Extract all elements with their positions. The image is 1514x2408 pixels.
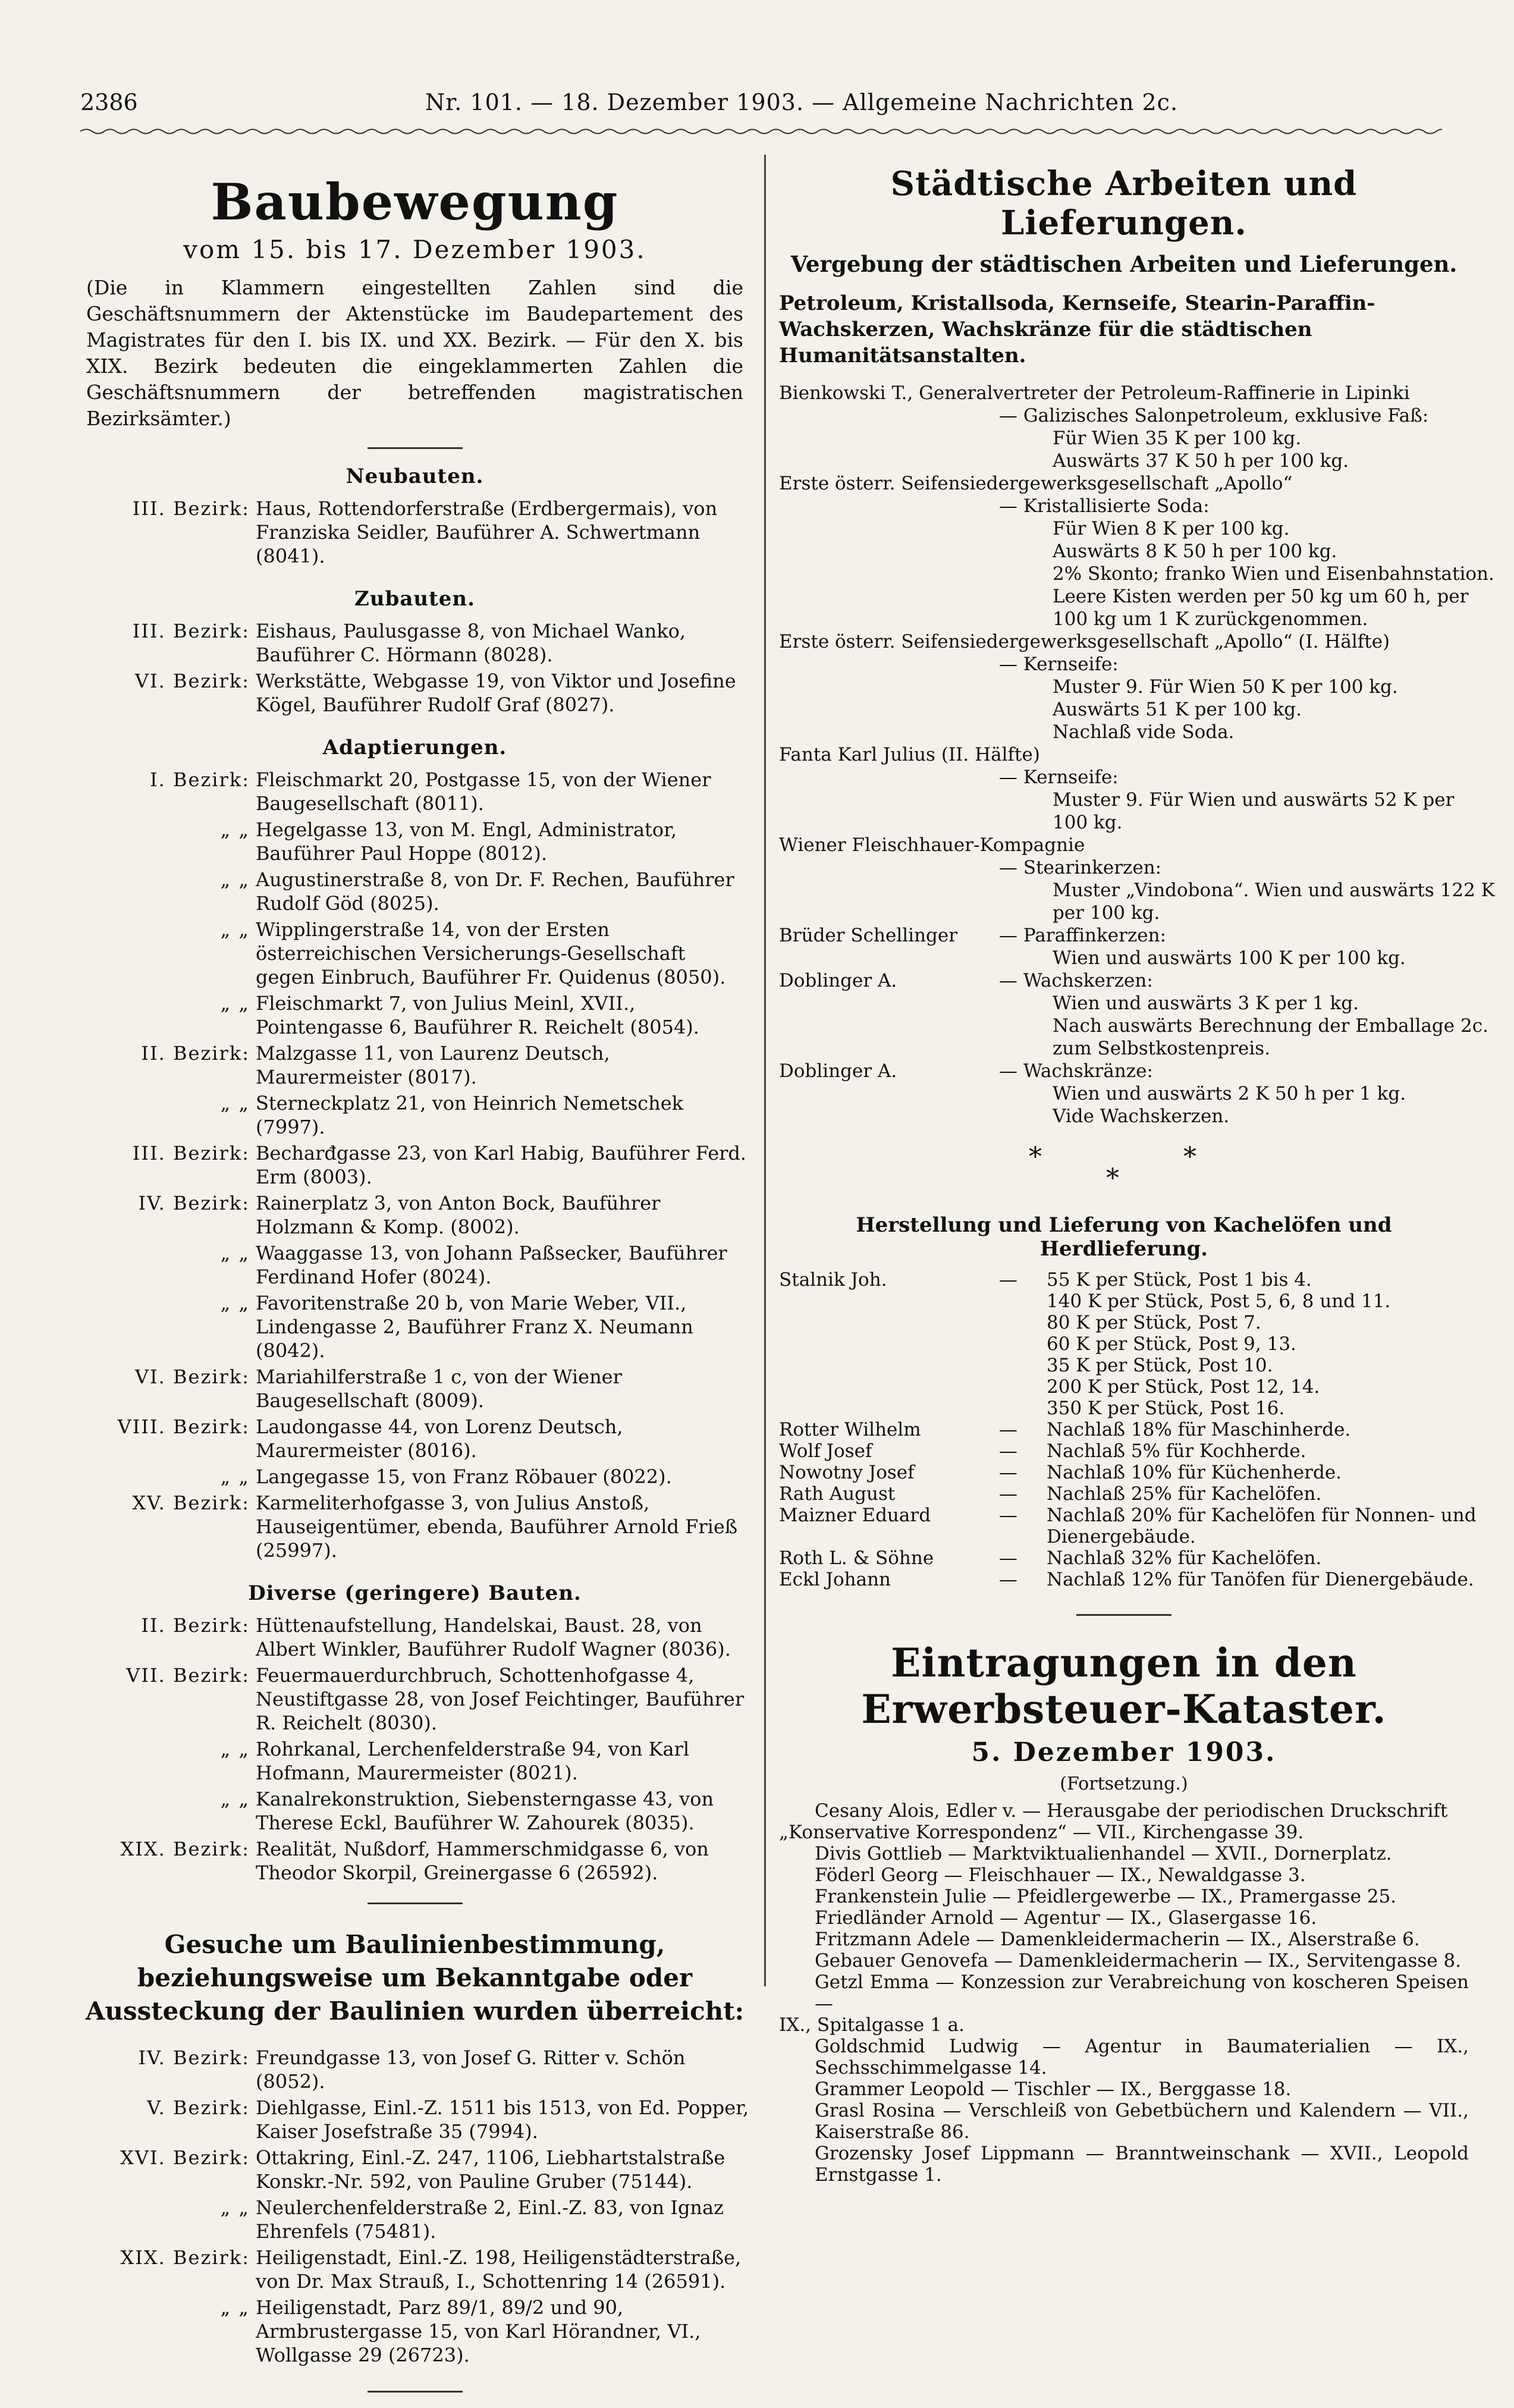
bau-entry-text: Wipplingerstraße 14, von der Ersten österreichischen Versicherungs-Gesellschaft gegen Einbruch, Bauführer Fr. Quidenus (8050). xyxy=(256,918,726,988)
lieferung-line xyxy=(779,563,1494,585)
lieferung-line xyxy=(779,495,1469,517)
eintrag-entry: IX., Spitalgasse 1 a. xyxy=(779,2014,965,2036)
bau-entry xyxy=(80,1663,749,1735)
eintragungen-list xyxy=(779,1800,1469,2186)
bezirk-label: „ „ xyxy=(220,868,250,891)
artikel: — Wachskerzen: xyxy=(999,970,1153,991)
lieferung-line xyxy=(779,992,1469,1015)
lieferung-line xyxy=(779,585,1469,608)
lieferung-line xyxy=(779,743,1469,766)
page-number: 2386 xyxy=(80,89,138,115)
preis: 2% Skonto; franko Wien und Eisenbahnstation. xyxy=(1053,563,1494,585)
gesuch-text: Freundgasse 13, von Josef G. Ritter v. Schön (8052). xyxy=(256,2046,686,2093)
bau-entry-text: Augustinerstraße 8, von Dr. F. Rechen, Bauführer Rudolf Göd (8025). xyxy=(256,868,734,915)
eintrag-entry: Frankenstein Julie — Pfeidlergewerbe — IX., Pramergasse 25. xyxy=(815,1886,1397,1907)
preis: Vide Wachskerzen. xyxy=(1053,1106,1230,1127)
bieter-name: Brüder Schellinger xyxy=(779,925,958,946)
left-column xyxy=(80,155,749,2408)
preis: Auswärts 51 K per 100 kg. xyxy=(1053,699,1302,720)
kachel-preis: Nachlaß 25% für Kachelöfen. xyxy=(1047,1483,1322,1505)
eintragungen-title: Eintragungen in den Erwerbsteuer-Kataster. xyxy=(861,1640,1387,1732)
dash: — xyxy=(999,1462,1017,1483)
dash: — xyxy=(999,1269,1017,1291)
gesuch-entry xyxy=(80,2246,749,2293)
bau-entry xyxy=(80,1291,749,1362)
bau-entry xyxy=(80,619,749,667)
bezirk-label: VII. Bezirk: xyxy=(126,1664,250,1687)
bau-entry xyxy=(80,1415,749,1462)
bezirk-label: III. Bezirk: xyxy=(132,497,250,520)
bau-entry xyxy=(80,818,749,865)
eintragungen-fortsetzung: (Fortsetzung.) xyxy=(1060,1773,1188,1794)
bau-entry-text: Mariahilferstraße 1 c, von der Wiener Baugesellschaft (8009). xyxy=(256,1365,622,1412)
gesuche-title: Gesuche um Baulinienbestimmung, beziehungsweise um Bekanntgabe oder Aussteckung der Baulinien wurden überreicht: xyxy=(85,1930,745,2026)
divider xyxy=(367,1902,463,1904)
kachel-list xyxy=(779,1269,1477,1590)
bau-entry-text: Fleischmarkt 7, von Julius Meinl, XVII., Pointengasse 6, Bauführer R. Reichelt (8054). xyxy=(256,992,699,1038)
eintrag-entry: Grammer Leopold — Tischler — IX., Berggasse 18. xyxy=(815,2079,1292,2100)
lieferung-line xyxy=(779,676,1469,698)
eintrag-entry: Cesany Alois, Edler v. — Herausgabe der periodischen Druckschrift xyxy=(815,1800,1448,1822)
kachel-preis: 80 K per Stück, Post 7. xyxy=(1047,1312,1261,1333)
bau-entry-text: Malzgasse 11, von Laurenz Deutsch, Maurermeister (8017). xyxy=(256,1042,610,1088)
bieter-name: Erste österr. Seifensiedergewerksgesellschaft „Apollo“ xyxy=(779,473,1293,494)
eintrag-entry: Getzl Emma — Konzession zur Verabreichung von koscheren Speisen — xyxy=(815,1971,1469,2014)
bezirk-label: IV. Bezirk: xyxy=(138,1192,250,1214)
bau-entry xyxy=(80,669,749,717)
lieferung-line xyxy=(779,517,1469,540)
kachel-preis: Nachlaß 18% für Maschinherde. xyxy=(1047,1419,1351,1440)
bau-entry-text: Haus, Rottendorferstraße (Erdbergermais), von Franziska Seidler, Bauführer A. Schwertmann (8041). xyxy=(256,497,718,567)
bau-entry-text: Karmeliterhofgasse 3, von Julius Anstoß, Hauseigentümer, ebenda, Bauführer Arnold Frieß (25997). xyxy=(256,1492,738,1562)
bieter-name: Bienkowski T., Generalvertreter der Petroleum-Raffinerie in Lipinki xyxy=(779,382,1410,404)
bezirk-label: „ „ xyxy=(220,1092,250,1114)
gesuche-list xyxy=(80,2046,749,2367)
preis: Auswärts 8 K 50 h per 100 kg. xyxy=(1053,541,1337,562)
bau-entry-text: Werkstätte, Webgasse 19, von Viktor und Josefine Kögel, Bauführer Rudolf Graf (8027). xyxy=(256,670,736,716)
bezirk-label: „ „ xyxy=(220,1242,250,1264)
lieferung-line xyxy=(779,789,1469,811)
bieter-name: Fanta Karl Julius (II. Hälfte) xyxy=(779,744,1040,765)
lieferung-line xyxy=(779,1060,1469,1082)
section-title: Zubauten. xyxy=(354,587,475,611)
kachel-line xyxy=(779,1269,1469,1291)
baubewegung-sections xyxy=(80,464,749,1885)
lieferung-line xyxy=(779,404,1469,427)
bau-entry xyxy=(80,1837,749,1885)
kachel-preis: 60 K per Stück, Post 9, 13. xyxy=(1047,1333,1296,1355)
bau-entry-text: Langegasse 15, von Franz Röbauer (8022). xyxy=(256,1465,672,1488)
section-title: Diverse (geringere) Bauten. xyxy=(248,1581,582,1605)
bezirk-label: „ „ xyxy=(220,2196,250,2219)
bau-entry xyxy=(80,768,749,815)
bau-entry xyxy=(80,1191,749,1239)
baubewegung-subtitle: vom 15. bis 17. Dezember 1903. xyxy=(183,235,646,264)
bezirk-label: „ „ xyxy=(220,818,250,841)
kachel-preis: Nachlaß 32% für Kachelöfen. xyxy=(1047,1547,1322,1569)
bau-entry-text: Favoritenstraße 20 b, von Marie Weber, VII., Lindengasse 2, Bauführer Franz X. Neumann (8042). xyxy=(256,1292,693,1362)
bau-entry xyxy=(80,1141,749,1189)
preis: zum Selbstkostenpreis. xyxy=(1053,1038,1271,1059)
eintrag-entry: „Konservative Korrespondenz“ — VII., Kirchengasse 39. xyxy=(779,1822,1304,1843)
column-divider xyxy=(764,155,766,1986)
kachel-preis: Nachlaß 5% für Kochherde. xyxy=(1047,1440,1306,1462)
bau-entry-text: Sterneckplatz 21, von Heinrich Nemetschek (7997). xyxy=(256,1092,684,1138)
gesuch-text: Heiligenstadt, Einl.-Z. 198, Heiligenstädterstraße, von Dr. Max Strauß, I., Schottenring 14 (26591). xyxy=(256,2246,742,2293)
gesuch-text: Ottakring, Einl.-Z. 247, 1106, Liebhartstalstraße Konskr.-Nr. 592, von Pauline Gruber (75144). xyxy=(256,2146,725,2193)
kachel-preis: Nachlaß 12% für Tanöfen für Dienergebäude. xyxy=(1047,1569,1474,1590)
page-header xyxy=(80,89,1442,125)
baubewegung-note: (Die in Klammern eingestellten Zahlen sind die Geschäftsnummern der Aktenstücke im Baudepartement des Magistrates für den I. bis IX. und XX. Bezirk. — Für den X. bis XIX. Bezirk bedeuten die eingeklammerten Zahlen die Geschäftsnummern der betreffenden magistratischen Bezirksämter.) xyxy=(86,276,743,430)
dash: — xyxy=(999,1505,1017,1526)
lieferung-line xyxy=(779,653,1469,676)
bezirk-label: „ „ xyxy=(220,1465,250,1488)
section-stars xyxy=(779,1142,1469,1194)
lieferung-line xyxy=(779,630,1469,653)
lieferung-line xyxy=(779,811,1469,834)
bezirk-label: XV. Bezirk: xyxy=(132,1492,250,1514)
divider xyxy=(1076,1614,1171,1616)
lieferant-name: Maizner Eduard xyxy=(779,1505,931,1526)
lieferung-line xyxy=(779,540,1469,563)
kachel-preis: Nachlaß 10% für Küchenherde. xyxy=(1047,1462,1342,1483)
preis: 100 kg. xyxy=(1053,812,1123,833)
bezirk-label: II. Bezirk: xyxy=(141,1614,250,1637)
bezirk-label: XIX. Bezirk: xyxy=(120,1838,250,1860)
lieferung-line xyxy=(779,721,1469,743)
gesuch-entry xyxy=(80,2096,749,2143)
lieferant-name: Rath August xyxy=(779,1483,896,1505)
bau-entry xyxy=(80,1365,749,1412)
dash: — xyxy=(999,1569,1017,1590)
preis: Wien und auswärts 3 K per 1 kg. xyxy=(1053,993,1359,1014)
lieferung-line xyxy=(779,472,1469,495)
bezirk-label: III. Bezirk: xyxy=(132,1142,250,1164)
gesuch-text: Heiligenstadt, Parz 89/1, 89/2 und 90, Armbrustergasse 15, von Karl Hörandner, VI., Wollgasse 29 (26723). xyxy=(256,2296,701,2366)
lieferung-line xyxy=(779,382,1469,404)
divider xyxy=(367,2391,463,2393)
bezirk-label: „ „ xyxy=(220,1292,250,1314)
divider xyxy=(367,447,463,449)
lieferung-line xyxy=(779,924,1469,947)
bezirk-label: II. Bezirk: xyxy=(141,1042,250,1065)
spacer xyxy=(80,570,749,579)
artikel: — Wachskränze: xyxy=(999,1060,1153,1082)
preis: Muster 9. Für Wien 50 K per 100 kg. xyxy=(1053,676,1398,698)
bau-entry-text: Becharđgasse 23, von Karl Habig, Bauführer Ferd. Erm (8003). xyxy=(256,1142,747,1188)
kachel-line xyxy=(779,1376,1469,1398)
lieferung-line xyxy=(779,856,1469,879)
bezirk-label: I. Bezirk: xyxy=(150,768,250,791)
preis: per 100 kg. xyxy=(1053,902,1160,924)
star-ornament: * xyxy=(1029,1142,1042,1172)
kachel-line xyxy=(779,1483,1469,1505)
bau-entry-text: Fleischmarkt 20, Postgasse 15, von der Wiener Baugesellschaft (8011). xyxy=(256,768,711,815)
preis: 100 kg um 1 K zurückgenommen. xyxy=(1053,608,1368,630)
bau-entry-text: Eishaus, Paulusgasse 8, von Michael Wanko, Bauführer C. Hörmann (8028). xyxy=(256,620,686,666)
kachel-preis: 140 K per Stück, Post 5, 6, 8 und 11. xyxy=(1047,1291,1391,1312)
lieferungen-list xyxy=(779,382,1495,1128)
lieferung-line xyxy=(779,608,1469,630)
bau-entry xyxy=(80,1091,749,1139)
gesuch-entry xyxy=(80,2296,749,2367)
vergebung-subtitle: Vergebung der städtischen Arbeiten und Lieferungen. xyxy=(790,251,1458,277)
preis: Wien und auswärts 2 K 50 h per 1 kg. xyxy=(1053,1083,1406,1104)
bau-entry-text: Feuermauerdurchbruch, Schottenhofgasse 4, Neustiftgasse 28, von Josef Feichtinger, Bauführer R. Reichelt (8030). xyxy=(256,1664,745,1734)
lieferant-name: Rotter Wilhelm xyxy=(779,1419,921,1440)
preis: Wien und auswärts 100 K per 100 kg. xyxy=(1053,947,1406,969)
staedtische-title: Städtische Arbeiten und Lieferungen. xyxy=(890,164,1358,243)
bau-entry xyxy=(80,1787,749,1835)
bau-entry-text: Waaggasse 13, von Johann Paßsecker, Bauführer Ferdinand Hofer (8024). xyxy=(256,1242,727,1288)
bezirk-label: IV. Bezirk: xyxy=(138,2046,250,2069)
kachel-line xyxy=(779,1291,1469,1312)
bezirk-label: „ „ xyxy=(220,1788,250,1810)
bieter-name: Doblinger A. xyxy=(779,970,897,991)
eintrag-entry: Gebauer Genovefa — Damenkleidermacherin — IX., Servitengasse 8. xyxy=(815,1950,1462,1971)
bau-entry xyxy=(80,1737,749,1785)
kachel-title: Herstellung und Lieferung von Kachelöfen und Herdlieferung. xyxy=(856,1213,1392,1261)
gesuch-entry xyxy=(80,2046,749,2093)
preis: Nachlaß vide Soda. xyxy=(1053,721,1235,743)
bieter-name: Wiener Fleischhauer-Kompagnie xyxy=(779,834,1085,856)
kachel-line xyxy=(779,1312,1469,1333)
kachel-line xyxy=(779,1419,1469,1440)
bau-entry xyxy=(80,1241,749,1289)
artikel: — Stearinkerzen: xyxy=(999,857,1162,878)
bezirk-label: XVI. Bezirk: xyxy=(120,2146,250,2169)
lieferung-line xyxy=(779,1015,1488,1037)
right-column xyxy=(779,155,1495,2186)
dash: — xyxy=(999,1483,1017,1505)
kachel-line xyxy=(779,1505,1477,1526)
dash: — xyxy=(999,1440,1017,1462)
lieferant-name: Stalnik Joh. xyxy=(779,1269,887,1291)
lieferung-line xyxy=(779,1105,1469,1128)
kachel-line xyxy=(779,1333,1469,1355)
kachel-preis: 35 K per Stück, Post 10. xyxy=(1047,1355,1273,1376)
kachel-preis: Nachlaß 20% für Kachelöfen für Nonnen- und xyxy=(1047,1505,1477,1526)
kachel-preis: 200 K per Stück, Post 12, 14. xyxy=(1047,1376,1320,1398)
bezirk-label: VI. Bezirk: xyxy=(134,670,250,692)
bau-entry-text: Laudongasse 44, von Lorenz Deutsch, Maurermeister (8016). xyxy=(256,1415,623,1462)
bieter-name: Doblinger A. xyxy=(779,1060,897,1082)
kachel-line xyxy=(779,1440,1469,1462)
eintrag-entry: Divis Gottlieb — Marktviktualienhandel — XVII., Dornerplatz. xyxy=(815,1843,1392,1864)
eintrag-entry: Fritzmann Adele — Damenkleidermacherin — IX., Alserstraße 6. xyxy=(815,1929,1420,1950)
lieferung-line xyxy=(779,947,1469,969)
preis: Auswärts 37 K 50 h per 100 kg. xyxy=(1053,450,1349,472)
bezirk-label: III. Bezirk: xyxy=(132,620,250,642)
header-wavy-rule xyxy=(80,127,1442,136)
bau-entry-text: Rainerplatz 3, von Anton Bock, Bauführer Holzmann & Komp. (8002). xyxy=(256,1192,661,1238)
gesuch-text: Neulerchenfelderstraße 2, Einl.-Z. 83, von Ignaz Ehrenfels (75481). xyxy=(256,2196,724,2243)
gesuch-entry xyxy=(80,2146,749,2193)
artikel: — Kristallisierte Soda: xyxy=(999,495,1210,517)
bau-entry-text: Realität, Nußdorf, Hammerschmidgasse 6, von Theodor Skorpil, Greinergasse 6 (26592). xyxy=(256,1838,709,1884)
bezirk-label: XIX. Bezirk: xyxy=(120,2246,250,2269)
preis: Für Wien 8 K per 100 kg. xyxy=(1053,518,1290,539)
lieferung-line xyxy=(779,450,1469,472)
lieferung-line xyxy=(779,698,1469,721)
preis: Nach auswärts Berechnung der Emballage 2c. xyxy=(1053,1015,1488,1037)
preis: Leere Kisten werden per 50 kg um 60 h, per xyxy=(1053,586,1469,607)
lieferung-line xyxy=(779,879,1495,902)
bezirk-label: „ „ xyxy=(220,1738,250,1760)
kachel-preis: 350 K per Stück, Post 16. xyxy=(1047,1398,1285,1419)
kachel-line xyxy=(779,1526,1469,1547)
bieter-name: Erste österr. Seifensiedergewerksgesellschaft „Apollo“ (I. Hälfte) xyxy=(779,631,1390,652)
issue-title: Nr. 101. — 18. Dezember 1903. — Allgemeine Nachrichten 2c. xyxy=(425,89,1179,115)
lieferungen-intro: Petroleum, Kristallsoda, Kernseife, Stearin-Paraffin-Wachskerzen, Wachskränze für die städtischen Humanitätsanstalten. xyxy=(779,291,1375,368)
kachel-line xyxy=(779,1569,1474,1590)
bau-entry-text: Hegelgasse 13, von M. Engl, Administrator, Bauführer Paul Hoppe (8012). xyxy=(256,818,677,865)
lieferant-name: Wolf Josef xyxy=(779,1440,872,1462)
preis: Muster „Vindobona“. Wien und auswärts 122 K xyxy=(1053,880,1495,901)
bezirk-label: „ „ xyxy=(220,2296,250,2319)
bau-entry xyxy=(80,1041,749,1089)
lieferung-line xyxy=(779,1082,1469,1105)
eintrag-entry: Grozensky Josef Lippmann — Branntweinschank — XVII., Leopold Ernstgasse 1. xyxy=(815,2143,1469,2186)
kachel-line xyxy=(779,1547,1469,1569)
bau-entry xyxy=(80,1491,749,1562)
bau-entry xyxy=(80,1465,749,1489)
lieferant-name: Eckl Johann xyxy=(779,1569,891,1590)
lieferung-line xyxy=(779,1037,1469,1060)
bau-entry xyxy=(80,497,749,568)
dash: — xyxy=(999,1547,1017,1569)
preis: Für Wien 35 K per 100 kg. xyxy=(1053,428,1302,449)
dash: — xyxy=(999,1419,1017,1440)
bau-entry xyxy=(80,918,749,989)
section-title: Adaptierungen. xyxy=(322,736,507,759)
artikel: — Galizisches Salonpetroleum, exklusive Faß: xyxy=(999,405,1429,426)
eintragungen-date: 5. Dezember 1903. xyxy=(971,1737,1277,1767)
bezirk-label: VI. Bezirk: xyxy=(134,1365,250,1388)
bezirk-label: V. Bezirk: xyxy=(147,2096,250,2119)
kachel-line xyxy=(779,1398,1469,1419)
gesuch-text: Diehlgasse, Einl.-Z. 1511 bis 1513, von Ed. Popper, Kaiser Josefstraße 35 (7994). xyxy=(256,2096,749,2143)
preis: Muster 9. Für Wien und auswärts 52 K per xyxy=(1053,789,1455,811)
bau-entry-text: Kanalrekonstruktion, Siebensterngasse 43, von Therese Eckl, Bauführer W. Zahourek (8035). xyxy=(256,1788,714,1834)
kachel-preis: 55 K per Stück, Post 1 bis 4. xyxy=(1047,1269,1312,1291)
eintrag-entry: Grasl Rosina — Verschleiß von Gebetbüchern und Kalendern — VII., Kaiserstraße 86. xyxy=(815,2100,1469,2143)
lieferung-line xyxy=(779,902,1469,924)
spacer xyxy=(80,719,749,727)
star-ornament: * xyxy=(1183,1142,1196,1172)
bau-entry-text: Hüttenaufstellung, Handelskai, Baust. 28, von Albert Winkler, Bauführer Rudolf Wagner (8036). xyxy=(256,1614,731,1660)
kachel-line xyxy=(779,1462,1469,1483)
bau-entry xyxy=(80,1613,749,1661)
gesuch-entry xyxy=(80,2196,749,2243)
baubewegung-title: Baubewegung xyxy=(211,172,619,231)
star-ornament: * xyxy=(1106,1163,1119,1194)
kachel-preis: Dienergebäude. xyxy=(1047,1526,1196,1547)
artikel: — Paraffinkerzen: xyxy=(999,925,1167,946)
artikel: — Kernseife: xyxy=(999,767,1119,788)
eintrag-entry: Goldschmid Ludwig — Agentur in Baumaterialien — IX., Sechsschimmelgasse 14. xyxy=(815,2036,1469,2079)
artikel: — Kernseife: xyxy=(999,654,1119,675)
bezirk-label: „ „ xyxy=(220,992,250,1015)
kachel-line xyxy=(779,1355,1469,1376)
spacer xyxy=(80,1565,749,1573)
lieferung-line xyxy=(779,427,1469,450)
lieferung-line xyxy=(779,834,1469,856)
lieferung-line xyxy=(779,969,1469,992)
section-title: Neubauten. xyxy=(345,464,484,488)
lieferung-line xyxy=(779,766,1469,789)
eintrag-entry: Föderl Georg — Fleischhauer — IX., Newaldgasse 3. xyxy=(815,1864,1306,1886)
lieferant-name: Roth L. & Söhne xyxy=(779,1547,934,1569)
lieferant-name: Nowotny Josef xyxy=(779,1462,915,1483)
bezirk-label: „ „ xyxy=(220,918,250,941)
bezirk-label: VIII. Bezirk: xyxy=(117,1415,250,1438)
bau-entry xyxy=(80,868,749,915)
eintrag-entry: Friedländer Arnold — Agentur — IX., Glasergasse 16. xyxy=(815,1907,1317,1929)
bau-entry xyxy=(80,991,749,1039)
bau-entry-text: Rohrkanal, Lerchenfelderstraße 94, von Karl Hofmann, Maurermeister (8021). xyxy=(256,1738,690,1784)
